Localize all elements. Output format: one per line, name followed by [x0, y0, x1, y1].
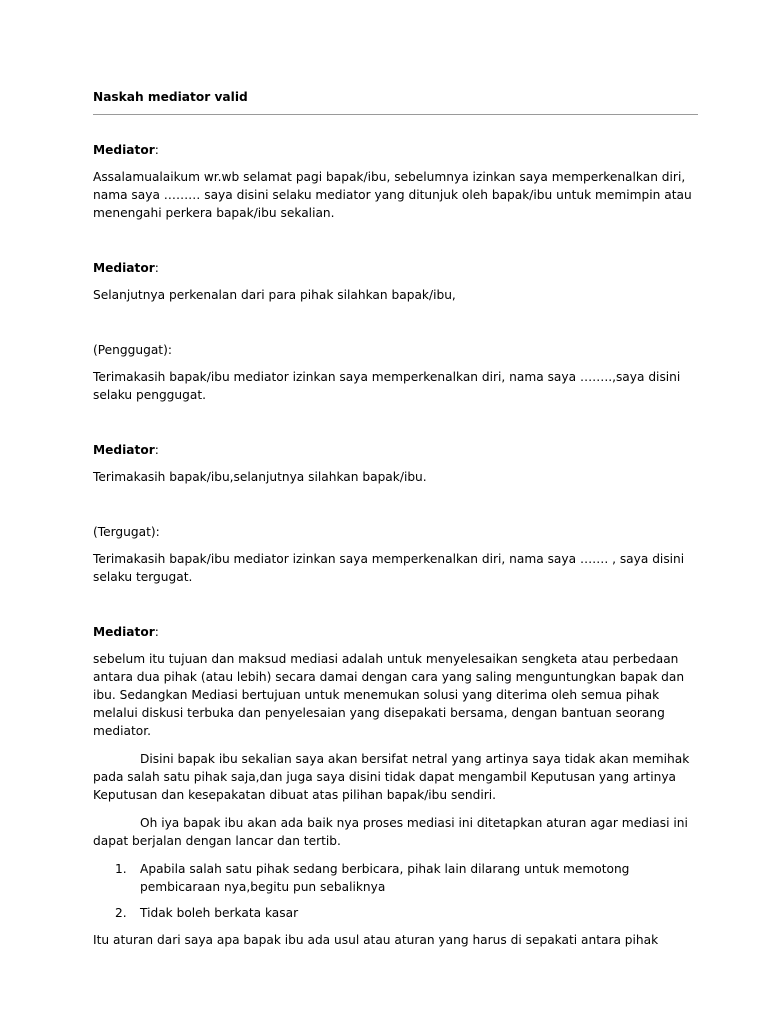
speaker-colon: :	[154, 443, 159, 457]
document-title: Naskah mediator valid	[93, 90, 248, 104]
dialogue-text: Assalamualaikum wr.wb selamat pagi bapak/ibu, sebelumnya izinkan saya memperkenalkan diri, nama saya ……… saya disini selaku mediator yang ditunjuk oleh bapak/ibu untuk memimpin atau menengahi perkera bapak/ibu sekalian.	[93, 170, 692, 220]
speaker-name: (Penggugat):	[93, 343, 172, 357]
list-text: Apabila salah satu pihak sedang berbicara, pihak lain dilarang untuk memotong pembicaraan nya,begitu pun sebaliknya	[140, 862, 630, 894]
speaker-name: Mediator	[93, 261, 155, 275]
speaker-label	[93, 441, 698, 459]
rules-intro-paragraph: Oh iya bapak ibu akan ada baik nya proses mediasi ini ditetapkan aturan agar mediasi ini dapat berjalan dengan lancar dan tertib.	[93, 816, 688, 848]
speaker-name: Mediator	[93, 443, 155, 457]
list-number: 1.	[115, 862, 127, 876]
speaker-label	[93, 141, 698, 159]
list-item	[93, 904, 698, 922]
dialogue-text: sebelum itu tujuan dan maksud mediasi adalah untuk menyelesaikan sengketa atau perbedaan antara dua pihak (atau lebih) secara damai dengan cara yang saling menguntungkan bapak dan ibu. Sedangkan Mediasi bertujuan untuk menemukan solusi yang diterima oleh semua pihak melalui diskusi terbuka dan penyelesaian yang disepakati bersama, dengan bantuan seorang mediator.	[93, 652, 685, 738]
speaker-colon: :	[154, 261, 159, 275]
dialogue-text: Terimakasih bapak/ibu mediator izinkan saya memperkenalkan diri, nama saya ……..,saya disini selaku penggugat.	[93, 370, 681, 402]
speaker-label	[93, 259, 698, 277]
dialogue-text: Selanjutnya perkenalan dari para pihak silahkan bapak/ibu,	[93, 288, 456, 302]
speaker-label	[93, 623, 698, 641]
speaker-label	[93, 523, 698, 541]
closing-paragraph: Itu aturan dari saya apa bapak ibu ada usul atau aturan yang harus di sepakati antara pihak	[93, 933, 659, 947]
speaker-name: Mediator	[93, 625, 155, 639]
neutrality-paragraph: Disini bapak ibu sekalian saya akan bersifat netral yang artinya saya tidak akan memihak pada salah satu pihak saja,dan juga saya disini tidak dapat mengambil Keputusan yang artinya Keputusan dan kesepakatan dibuat atas pilihan bapak/ibu sendiri.	[93, 752, 690, 802]
dialogue-text: Terimakasih bapak/ibu,selanjutnya silahkan bapak/ibu.	[93, 470, 427, 484]
dialogue-text: Terimakasih bapak/ibu mediator izinkan saya memperkenalkan diri, nama saya ……. , saya disini selaku tergugat.	[93, 552, 685, 584]
speaker-label	[93, 341, 698, 359]
speaker-colon: :	[154, 625, 159, 639]
speaker-colon: :	[154, 143, 159, 157]
document-page	[93, 88, 698, 949]
list-item	[93, 860, 698, 896]
title-divider	[93, 114, 698, 115]
rules-list	[93, 860, 698, 922]
list-number: 2.	[115, 906, 127, 920]
speaker-name: Mediator	[93, 143, 155, 157]
speaker-name: (Tergugat):	[93, 525, 160, 539]
list-text: Tidak boleh berkata kasar	[140, 906, 299, 920]
